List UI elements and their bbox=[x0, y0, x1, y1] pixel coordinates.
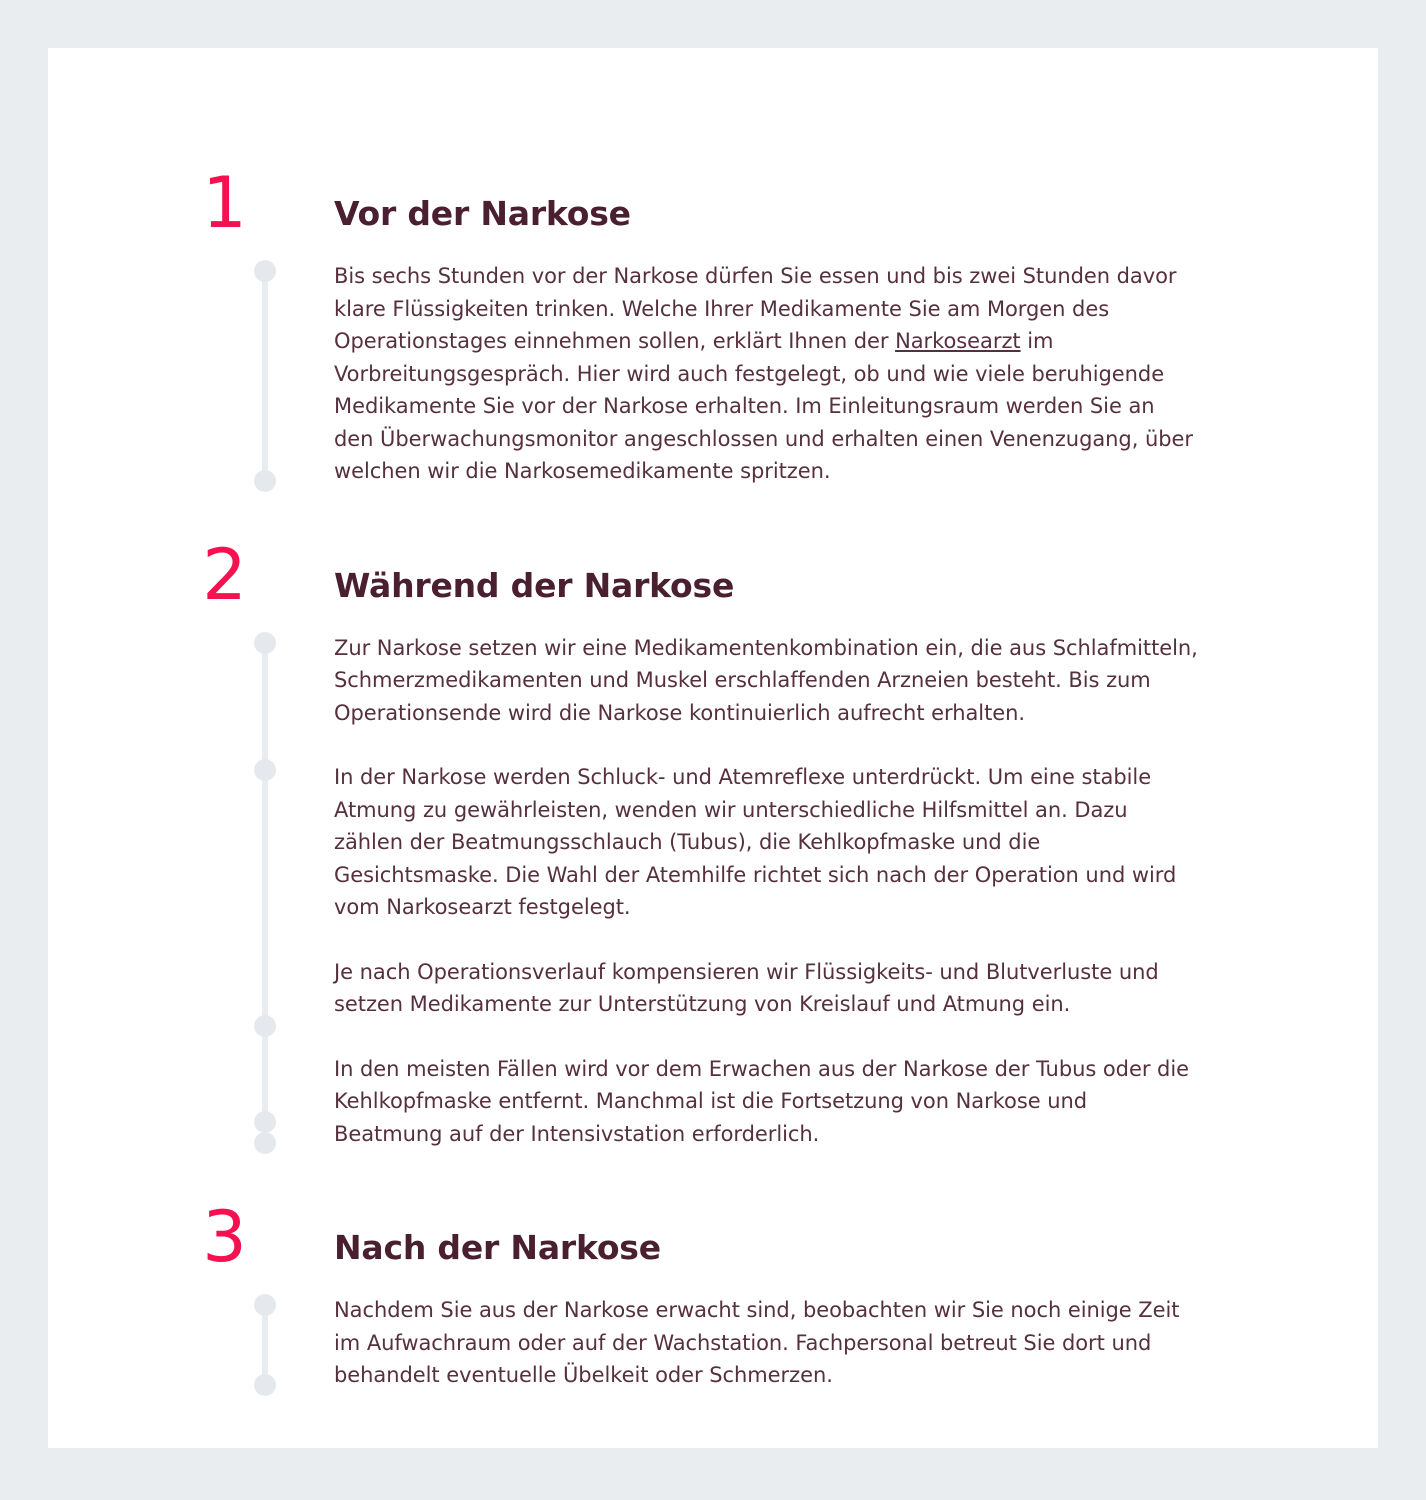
timeline-dot bbox=[254, 759, 276, 781]
timeline-dot-end bbox=[254, 470, 276, 492]
timeline-dot bbox=[254, 1015, 276, 1037]
paragraph: Zur Narkose setzen wir eine Medikamentenkombination ein, die aus Schlafmitteln, Schmerzmedikamenten und Muskel erschlaffenden Arzneien besteht. Bis zum Operationsende wird die Narkose kontinuierlich aufrecht erhalten. bbox=[334, 635, 1198, 725]
section-header-3 bbox=[188, 1196, 1198, 1294]
timeline-rail-2 bbox=[254, 632, 276, 1155]
timeline-line bbox=[262, 1306, 268, 1384]
narkose-timeline bbox=[188, 162, 1198, 1396]
timeline-line bbox=[262, 644, 268, 1143]
section-title-1: Vor der Narkose bbox=[334, 194, 631, 233]
paragraph: In der Narkose werden Schluck- und Atemreflexe unterdrückt. Um eine stabile Atmung zu gewährleisten, wenden wir unterschiedliche Hilfsmittel an. Dazu zählen der Beatmungsschlauch (Tubus), die Kehlkopfmaske und die Gesichtsmaske. Die Wahl der Atemhilfe richtet sich nach der Operation und wird vom Narkosearzt festgelegt. bbox=[334, 765, 1177, 919]
timeline-dot bbox=[254, 1294, 276, 1316]
timeline-section-1 bbox=[188, 162, 1198, 492]
timeline-rail-1 bbox=[254, 260, 276, 492]
timeline-rail-3 bbox=[254, 1294, 276, 1396]
step-number-1: 1 bbox=[202, 162, 246, 244]
timeline-dot bbox=[254, 632, 276, 654]
paragraph: In den meisten Fällen wird vor dem Erwachen aus der Narkose der Tubus oder die Kehlkopfmaske entfernt. Manchmal ist die Fortsetzung von Narkose und Beatmung auf der Intensivstation erforderlich. bbox=[334, 1056, 1189, 1146]
timeline-dot-end bbox=[254, 1132, 276, 1154]
paragraph-text-after-link: im Vorbreitungsgespräch. Hier wird auch festgelegt, ob und wie viele beruhigende Medikamente Sie vor der Narkose erhalten. Im Einleitungsraum werden Sie an den Überwachungsmonitor angeschlossen und erhalten einen Venenzugang, über welchen wir die Narkosemedikamente spritzen. bbox=[334, 329, 1193, 483]
section-body-2 bbox=[188, 632, 1198, 1155]
timeline-section-2 bbox=[188, 533, 1198, 1155]
section-body-3 bbox=[188, 1294, 1198, 1396]
timeline-dot bbox=[254, 1111, 276, 1133]
timeline-dot-end bbox=[254, 1374, 276, 1396]
timeline-line bbox=[262, 272, 268, 480]
step-number-3: 3 bbox=[202, 1196, 246, 1278]
paragraph-text-before-link: Bis sechs Stunden vor der Narkose dürfen Sie essen und bis zwei Stunden davor klare Flüssigkeiten trinken. Welche Ihrer Medikamente Sie am Morgen des Operationstages einnehmen sollen, erklärt Ihnen der bbox=[334, 264, 1177, 353]
timeline-dot bbox=[254, 260, 276, 282]
narkosearzt-link[interactable]: Narkosearzt bbox=[895, 329, 1021, 353]
paragraph bbox=[334, 260, 1198, 488]
paragraph: Nachdem Sie aus der Narkose erwacht sind, beobachten wir Sie noch einige Zeit im Aufwachraum oder auf der Wachstation. Fachpersonal betreut Sie dort und behandelt eventuelle Übelkeit oder Schmerzen. bbox=[334, 1298, 1180, 1387]
section-title-3: Nach der Narkose bbox=[334, 1228, 661, 1267]
content-card bbox=[48, 48, 1378, 1448]
section-body-1 bbox=[188, 260, 1198, 492]
section-header-2 bbox=[188, 533, 1198, 632]
section-header-1 bbox=[188, 162, 1198, 260]
timeline-section-3 bbox=[188, 1196, 1198, 1396]
paragraph: Je nach Operationsverlauf kompensieren wir Flüssigkeits- und Blutverluste und setzen Medikamente zur Unterstützung von Kreislauf und Atmung ein. bbox=[334, 959, 1159, 1016]
step-number-2: 2 bbox=[202, 533, 246, 616]
section-title-2: Während der Narkose bbox=[334, 565, 735, 605]
